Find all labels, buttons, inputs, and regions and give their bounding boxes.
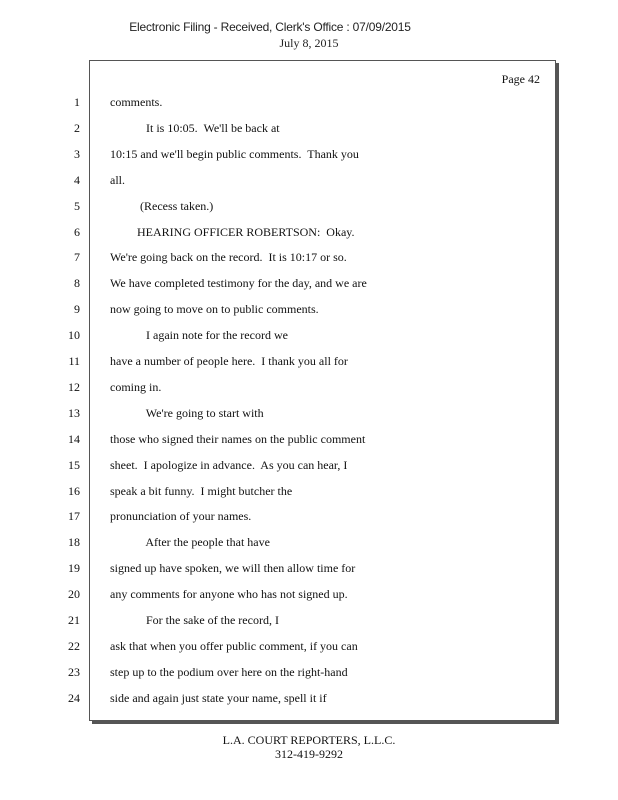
line-number: 11 <box>68 354 80 368</box>
line-number: 1 <box>74 95 80 109</box>
line-number: 9 <box>74 302 80 316</box>
line-number: 2 <box>74 121 80 135</box>
line-text: HEARING OFFICER ROBERTSON: Okay. <box>110 225 355 239</box>
line-number: 10 <box>68 328 80 342</box>
line-number: 5 <box>74 199 80 213</box>
line-text: signed up have spoken, we will then allow time for <box>110 561 356 575</box>
line-number: 18 <box>68 535 80 549</box>
line-number: 16 <box>68 484 80 498</box>
line-number: 14 <box>68 432 80 446</box>
line-text: sheet. I apologize in advance. As you can hear, I <box>110 458 348 472</box>
line-text: 10:15 and we'll begin public comments. Thank you <box>110 147 359 161</box>
line-number: 13 <box>68 406 80 420</box>
line-number: 21 <box>68 613 80 627</box>
line-text: speak a bit funny. I might butcher the <box>110 484 293 498</box>
line-text: step up to the podium over here on the right-hand <box>110 665 348 679</box>
page-number: Page 42 <box>501 72 540 86</box>
line-number: 3 <box>74 147 80 161</box>
line-number: 17 <box>68 509 80 523</box>
line-text: those who signed their names on the public comment <box>110 432 366 446</box>
court-reporter-name: L.A. COURT REPORTERS, L.L.C. <box>222 733 396 747</box>
line-number: 20 <box>68 587 80 601</box>
line-text: any comments for anyone who has not signed up. <box>110 587 348 601</box>
filing-stamp: Electronic Filing - Received, Clerk's Office : 07/09/2015 <box>129 20 411 34</box>
line-text: After the people that have <box>110 535 270 549</box>
line-number: 22 <box>68 639 80 653</box>
court-reporter-phone: 312-419-9292 <box>275 747 343 761</box>
line-text: We're going to start with <box>110 406 264 420</box>
line-text: have a number of people here. I thank you all for <box>110 354 348 368</box>
line-text: We're going back on the record. It is 10:17 or so. <box>110 250 347 264</box>
line-number: 15 <box>68 458 80 472</box>
line-text: (Recess taken.) <box>110 199 214 213</box>
line-text: For the sake of the record, I <box>110 613 279 627</box>
line-text: comments. <box>110 95 163 109</box>
line-text: coming in. <box>110 380 162 394</box>
line-number: 23 <box>68 665 80 679</box>
line-number: 4 <box>74 173 80 187</box>
line-text: It is 10:05. We'll be back at <box>110 121 280 135</box>
line-number: 19 <box>68 561 80 575</box>
line-number: 6 <box>74 225 80 239</box>
line-text: pronunciation of your names. <box>110 509 252 523</box>
line-text: I again note for the record we <box>110 328 288 342</box>
line-number: 24 <box>68 691 80 705</box>
line-text: ask that when you offer public comment, if you can <box>110 639 358 653</box>
line-text: side and again just state your name, spell it if <box>110 691 327 705</box>
line-text: all. <box>110 173 125 187</box>
line-text: now going to move on to public comments. <box>110 302 319 316</box>
line-number: 8 <box>74 276 80 290</box>
line-number: 7 <box>74 250 80 264</box>
transcript-date: July 8, 2015 <box>279 36 339 50</box>
line-number: 12 <box>68 380 80 394</box>
line-text: We have completed testimony for the day, and we are <box>110 276 367 290</box>
